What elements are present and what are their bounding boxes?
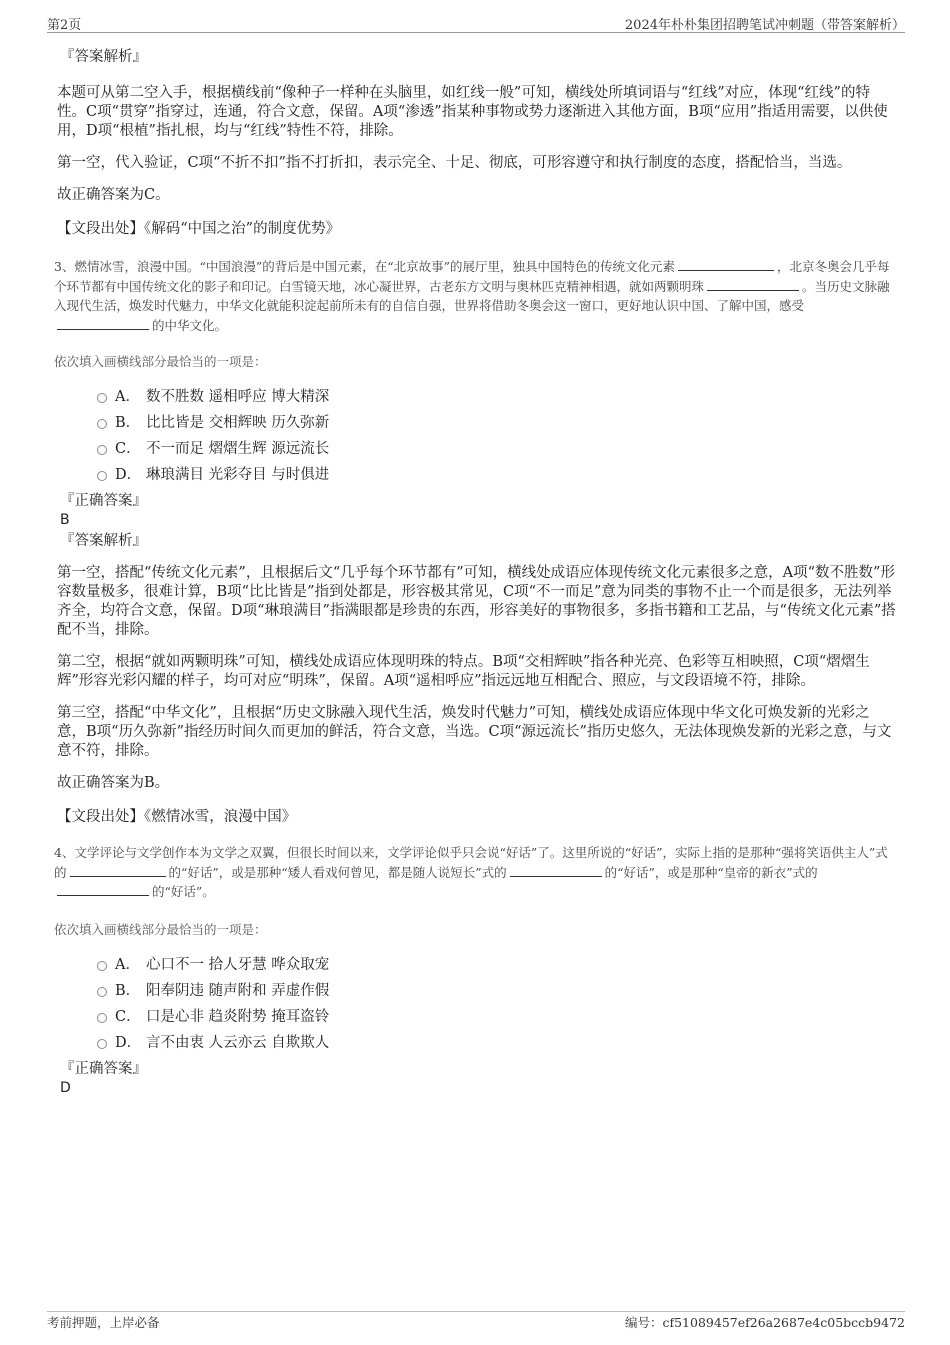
option-b[interactable]: B． 阳奉阴违 随声附和 弄虚作假 [97, 978, 897, 1004]
radio-button[interactable] [97, 393, 107, 403]
option-c[interactable]: C． 口是心非 趋炎附势 掩耳盗铃 [97, 1004, 897, 1030]
analysis-conclusion: 故正确答案为C。 [57, 187, 170, 203]
document-title: 2024年朴朴集团招聘笔试冲刺题（带答案解析） [624, 18, 905, 33]
answer-blank [707, 278, 799, 291]
analysis-paragraph: 第一空，搭配“传统文化元素”，且根据后文“几乎每个环节都有”可知，横线处成语应体现传统文化元素很多之意，A项“数不胜数”形容数量极多，很难计算，B项“比比皆是”指到处都是，形容极其常见，C项“不一而足”意为同类的事物不止一个而是很多，无法列举齐全，均符合文意，保留。D项“琳琅满目”指满眼都是珍贵的东西，形容美好的事物很多，多指书籍和工艺品，与“传统文化元素”搭配不当，排除。 [57, 565, 896, 638]
header-divider [47, 32, 905, 33]
correct-answer-label: 『正确答案』 [60, 493, 147, 509]
question-stem: 4、文学评论与文学创作本为文学之双翼，但很长时间以来，文学评论似乎只会说“好话”了。这里所说的“好话”，实际上指的是那种“强将笑语供主人”式的 的“好话”，或是那种“矮人看戏何曾见，都是随人说短长”式的 的“好话”，或是那种“皇帝的新衣”式的的“好话”。 [54, 845, 888, 899]
question-instruction: 依次填入画横线部分最恰当的一项是： [54, 921, 267, 937]
option-a[interactable]: A． 数不胜数 遥相呼应 博大精深 [97, 384, 897, 410]
answer-blank [510, 864, 602, 877]
analysis-paragraph: 本题可从第二空入手，根据横线前“像种子一样种在头脑里，如红线一般”可知，横线处所填词语与“红线”对应，体现“红线”的特性。C项“贯穿”指穿过，连通，符合文意，保留。A项“渗透”指某种事物或势力逐渐进入其他方面，B项“应用”指适用需要，以供使用，D项“根植”指扎根，均与“红线”特性不符，排除。 [57, 85, 888, 139]
source-citation: 【文段出处】《燃情冰雪，浪漫中国》 [57, 809, 297, 825]
answer-blank [57, 317, 149, 330]
footer-slogan: 考前押题，上岸必备 [47, 1315, 160, 1330]
correct-answer: B [60, 512, 70, 528]
source-citation: 【文段出处】《解码“中国之治”的制度优势》 [57, 221, 341, 237]
radio-button[interactable] [97, 987, 107, 997]
option-a[interactable]: A． 心口不一 拾人牙慧 哗众取宠 [97, 952, 897, 978]
radio-button[interactable] [97, 1039, 107, 1049]
option-b[interactable]: B． 比比皆是 交相辉映 历久弥新 [97, 410, 897, 436]
radio-button[interactable] [97, 419, 107, 429]
answer-analysis-label: 『答案解析』 [60, 49, 147, 65]
answer-analysis-label: 『答案解析』 [60, 533, 147, 549]
radio-button[interactable] [97, 471, 107, 481]
answer-blank [57, 883, 149, 896]
correct-answer-label: 『正确答案』 [60, 1060, 147, 1077]
analysis-paragraph: 第一空，代入验证，C项“不折不扣”指不打折扣，表示完全、十足、彻底，可形容遵守和执行制度的态度，搭配恰当，当选。 [57, 155, 852, 171]
question-instruction: 依次填入画横线部分最恰当的一项是： [54, 354, 267, 369]
radio-button[interactable] [97, 1013, 107, 1023]
page-number: 第2页 [47, 18, 82, 33]
answer-blank [70, 864, 166, 877]
page-content [54, 48, 897, 1098]
question-stem: 3、燃情冰雪，浪漫中国。“中国浪漫”的背后是中国元素，在“北京故事”的展厅里，独具中国特色的传统文化元素 ，北京冬奥会几乎每个环节都有中国传统文化的影子和印记。白雪镜天地，冰心凝世界，古老东方文明与奥林匹克精神相遇，就如两颗明珠 。当历史文脉融入现代生活，焕发时代魅力，中华文化就能积淀起前所未有的自信自强，世界将借助冬奥会这一窗口，更好地认识中国、了解中国，感受的中华文化。 [54, 259, 890, 333]
radio-button[interactable] [97, 961, 107, 971]
page-header [47, 14, 905, 32]
option-c[interactable]: C． 不一而足 熠熠生辉 源远流长 [97, 436, 897, 462]
radio-button[interactable] [97, 445, 107, 455]
option-d[interactable]: D． 言不由衷 人云亦云 自欺欺人 [97, 1030, 897, 1056]
options-list [97, 384, 897, 488]
option-d[interactable]: D． 琳琅满目 光彩夺目 与时俱进 [97, 462, 897, 488]
footer-divider [47, 1311, 905, 1312]
options-list [97, 952, 897, 1056]
analysis-paragraph: 第三空，搭配“中华文化”，且根据“历史文脉融入现代生活，焕发时代魅力”可知，横线处成语应体现中华文化可焕发新的光彩之意，B项“历久弥新”指经历时间久而更加的鲜活，符合文意，当选。C项“源远流长”指历史悠久，无法体现焕发新的光彩之意，与文意不符，排除。 [57, 705, 892, 759]
document-id: 编号：cf51089457ef26a2687e4c05bccb9472 [624, 1315, 905, 1330]
correct-answer: D [60, 1079, 71, 1096]
analysis-paragraph: 第二空，根据“就如两颗明珠”可知，横线处成语应体现明珠的特点。B项“交相辉映”指各种光亮、色彩等互相映照，C项“熠熠生辉”形容光彩闪耀的样子，均可对应“明珠”，保留。A项“遥相呼应”指远远地互相配合、照应，与文段语境不符，排除。 [57, 654, 870, 689]
analysis-conclusion: 故正确答案为B。 [57, 775, 170, 791]
answer-blank [678, 258, 774, 271]
